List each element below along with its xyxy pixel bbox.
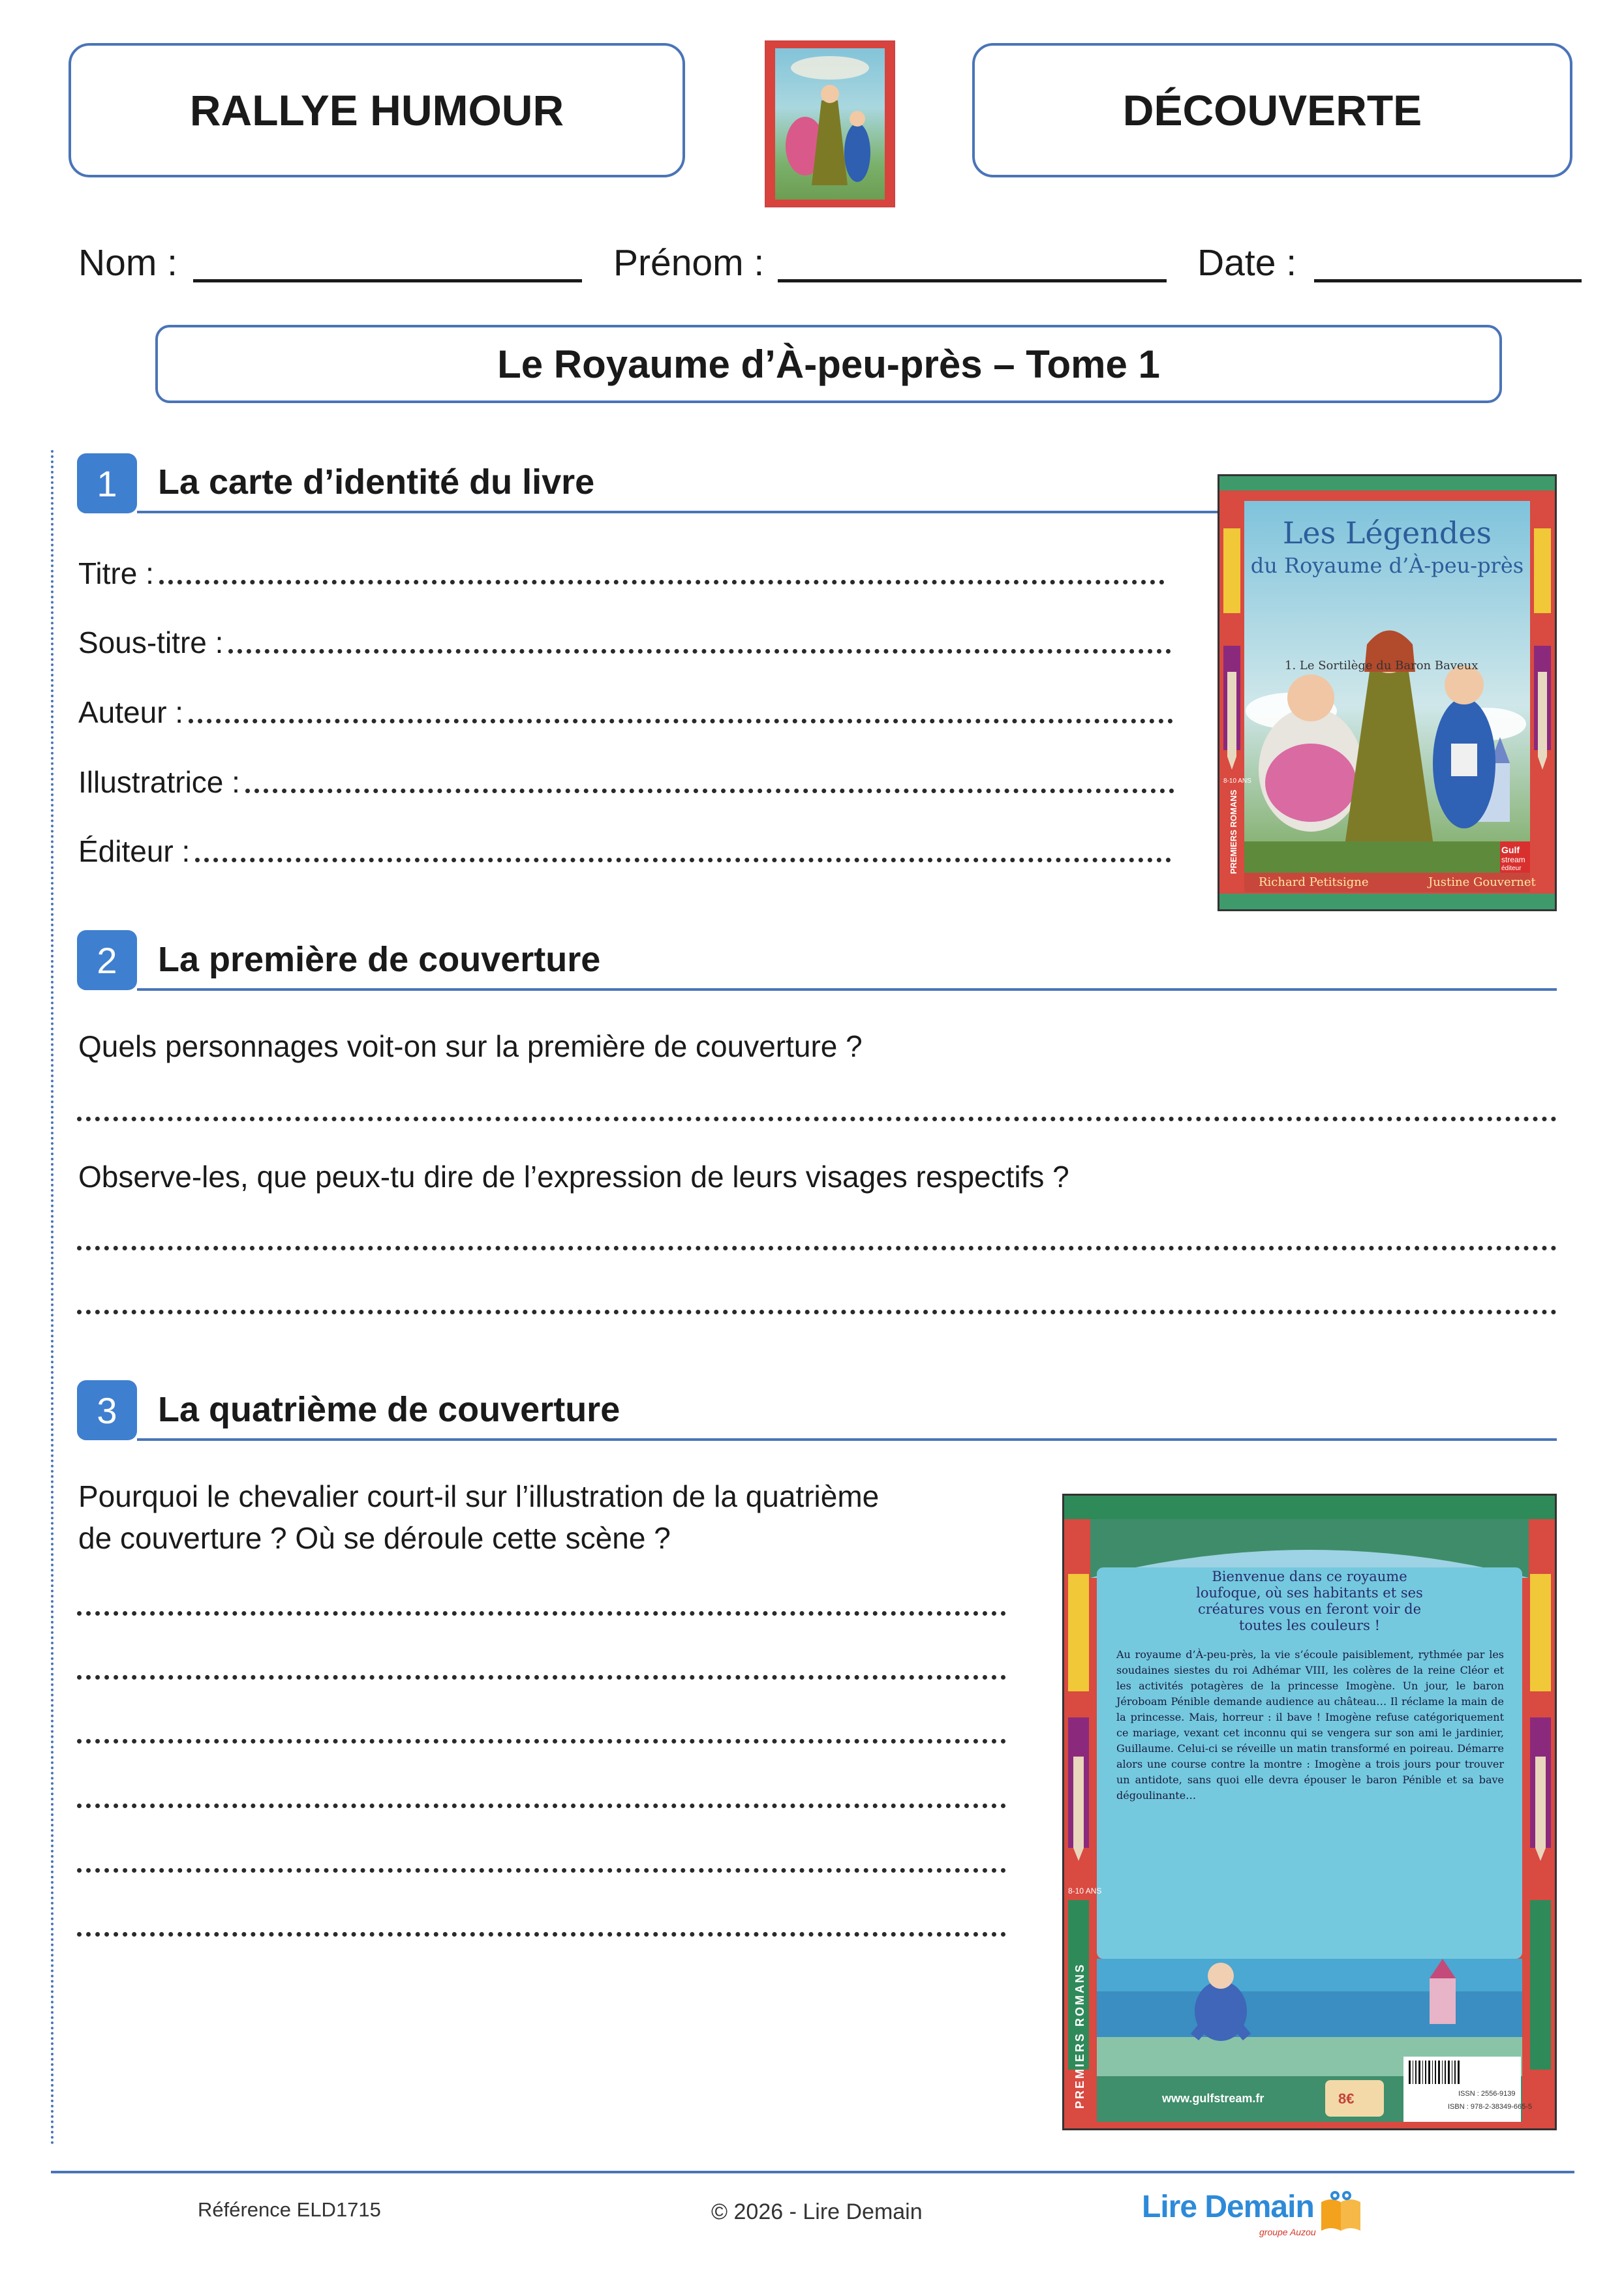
- section2-rule: [137, 988, 1557, 991]
- footer-rule: [51, 2171, 1574, 2173]
- date-input-line[interactable]: [1314, 279, 1582, 282]
- back-cover-age: 8-10 ANS: [1068, 1886, 1102, 1896]
- section2-question2: Observe-les, que peux-tu dire de l’expression de leurs visages respectifs ?: [78, 1160, 1069, 1194]
- front-cover-title-2: du Royaume d’À-peu-près: [1250, 553, 1524, 578]
- auteur-label: Auteur :: [78, 695, 184, 729]
- back-cover-isbn: ISBN : 978-2-38349-665-5: [1448, 2103, 1533, 2111]
- section3-title: La quatrième de couverture: [158, 1390, 620, 1429]
- footer-copyright: © 2026 - Lire Demain: [711, 2199, 923, 2224]
- section2-title: La première de couverture: [158, 940, 601, 979]
- section2-answer-line-3[interactable]: [77, 1310, 1557, 1314]
- sous-titre-field[interactable]: [78, 625, 1171, 660]
- book-logo-icon: [1318, 2189, 1364, 2235]
- illustratrice-label: Illustratrice :: [78, 765, 240, 799]
- titre-label: Titre :: [78, 556, 154, 590]
- illustratrice-field[interactable]: [78, 764, 1174, 800]
- section3-rule: [137, 1438, 1557, 1441]
- section3-answer-line-1[interactable]: [77, 1611, 1006, 1616]
- front-cover-subtitle-text: 1. Le Sortilège du Baron Baveux: [1285, 659, 1478, 672]
- sous-titre-answer-line[interactable]: [228, 649, 1171, 654]
- back-cover-blurb: Au royaume d’À-peu-près, la vie s’écoule paisiblement, rythmée par les soudaines siestes du roi Adhémar VIII, les colères de la reine Cléor et les activités potagères de la princesse Imogène. Un jour, le baron Jéroboam Pénible demande audience au château… Il réclame la main de la princesse. Mais, horreur : il bave ! Imogène refuse catégoriquement ce mariage, vexant cet inconnu qui se vengera sur son ami le jardinier, Guillaume. Celui-ci se réveille un matin transformé en poireau. Démarre alors une course contre la montre : Imogène a trois jours pour trouver un antidote, sans quoi elle devra épouser le baron Pénible et sa bave dégoulinante…: [1116, 1648, 1504, 1802]
- illustratrice-answer-line[interactable]: [245, 789, 1174, 793]
- rallye-title: RALLYE HUMOUR: [189, 86, 564, 134]
- nom-input-line[interactable]: [193, 279, 582, 282]
- front-cover-age: 8-10 ANS: [1223, 778, 1251, 785]
- section3-number: 3: [77, 1380, 137, 1440]
- back-cover-website: www.gulfstream.fr: [1162, 2092, 1264, 2105]
- header-right-box: [972, 43, 1572, 177]
- editeur-answer-line[interactable]: [195, 858, 1171, 862]
- date-label: Date :: [1197, 242, 1297, 284]
- section1-rule: [137, 511, 1220, 513]
- titre-answer-line[interactable]: [159, 580, 1165, 584]
- auteur-field[interactable]: [78, 695, 1173, 730]
- prenom-label: Prénom :: [613, 242, 765, 284]
- section1-title: La carte d’identité du livre: [158, 462, 595, 502]
- back-cover-tagline: Bienvenue dans ce royaume loufoque, où ses habitants et ses créatures vous en feront voir de toutes les couleurs !: [1196, 1569, 1423, 1633]
- section3-question-line1: Pourquoi le chevalier court-il sur l’illustration de la quatrième: [78, 1479, 880, 1513]
- book-title: Le Royaume d’À-peu-près – Tome 1: [497, 342, 1160, 386]
- category-title: DÉCOUVERTE: [1122, 86, 1422, 134]
- section2-answer-line-1[interactable]: [77, 1117, 1557, 1121]
- back-cover-price: 8€: [1338, 2091, 1355, 2107]
- prenom-input-line[interactable]: [778, 279, 1167, 282]
- section3-answer-line-2[interactable]: [77, 1675, 1006, 1680]
- section3-question-line2: de couverture ? Où se déroule cette scène ?: [78, 1521, 671, 1555]
- titre-field[interactable]: [78, 556, 1165, 591]
- lire-demain-logo: [1142, 2185, 1370, 2247]
- logo-subtext: groupe Auzou: [1259, 2227, 1316, 2237]
- front-cover-author-text: Richard Petitsigne: [1259, 875, 1369, 889]
- thumbnail-illustration: [766, 42, 894, 206]
- section3-answer-line-6[interactable]: [77, 1932, 1006, 1937]
- section3-answer-line-3[interactable]: [77, 1739, 1006, 1744]
- section2-question1: Quels personnages voit-on sur la première de couverture ?: [78, 1029, 863, 1063]
- section3-answer-line-4[interactable]: [77, 1804, 1006, 1808]
- book-title-box: [155, 325, 1502, 403]
- back-cover-spine-text: PREMIERS ROMANS: [1073, 1962, 1086, 2109]
- front-cover-image: [1218, 474, 1557, 911]
- cover-thumbnail: [765, 40, 895, 207]
- back-cover-image: [1062, 1494, 1557, 2130]
- sous-titre-label: Sous-titre :: [78, 626, 224, 659]
- editeur-label: Éditeur :: [78, 834, 191, 868]
- front-cover-badge-1: Gulf: [1501, 845, 1520, 855]
- auteur-answer-line[interactable]: [189, 719, 1173, 723]
- header-left-box: [69, 43, 685, 177]
- front-cover-badge-2: stream: [1501, 855, 1525, 864]
- left-margin-line: [51, 450, 54, 2146]
- footer-reference: Référence ELD1715: [198, 2198, 381, 2221]
- front-cover-badge-3: éditeur: [1501, 865, 1522, 872]
- front-cover-illustrator-text: Justine Gouvernet: [1428, 875, 1536, 889]
- section2-number: 2: [77, 930, 137, 990]
- front-cover-title-1: Les Légendes: [1282, 515, 1492, 551]
- section3-answer-line-5[interactable]: [77, 1868, 1006, 1873]
- logo-text: Lire Demain: [1142, 2190, 1314, 2224]
- back-cover-issn: ISSN : 2556-9139: [1458, 2090, 1516, 2098]
- front-cover-spine-text: PREMIERS ROMANS: [1229, 789, 1238, 874]
- section2-answer-line-2[interactable]: [77, 1246, 1557, 1250]
- editeur-field[interactable]: [78, 834, 1171, 869]
- nom-label: Nom :: [78, 242, 178, 284]
- section1-number: 1: [77, 453, 137, 513]
